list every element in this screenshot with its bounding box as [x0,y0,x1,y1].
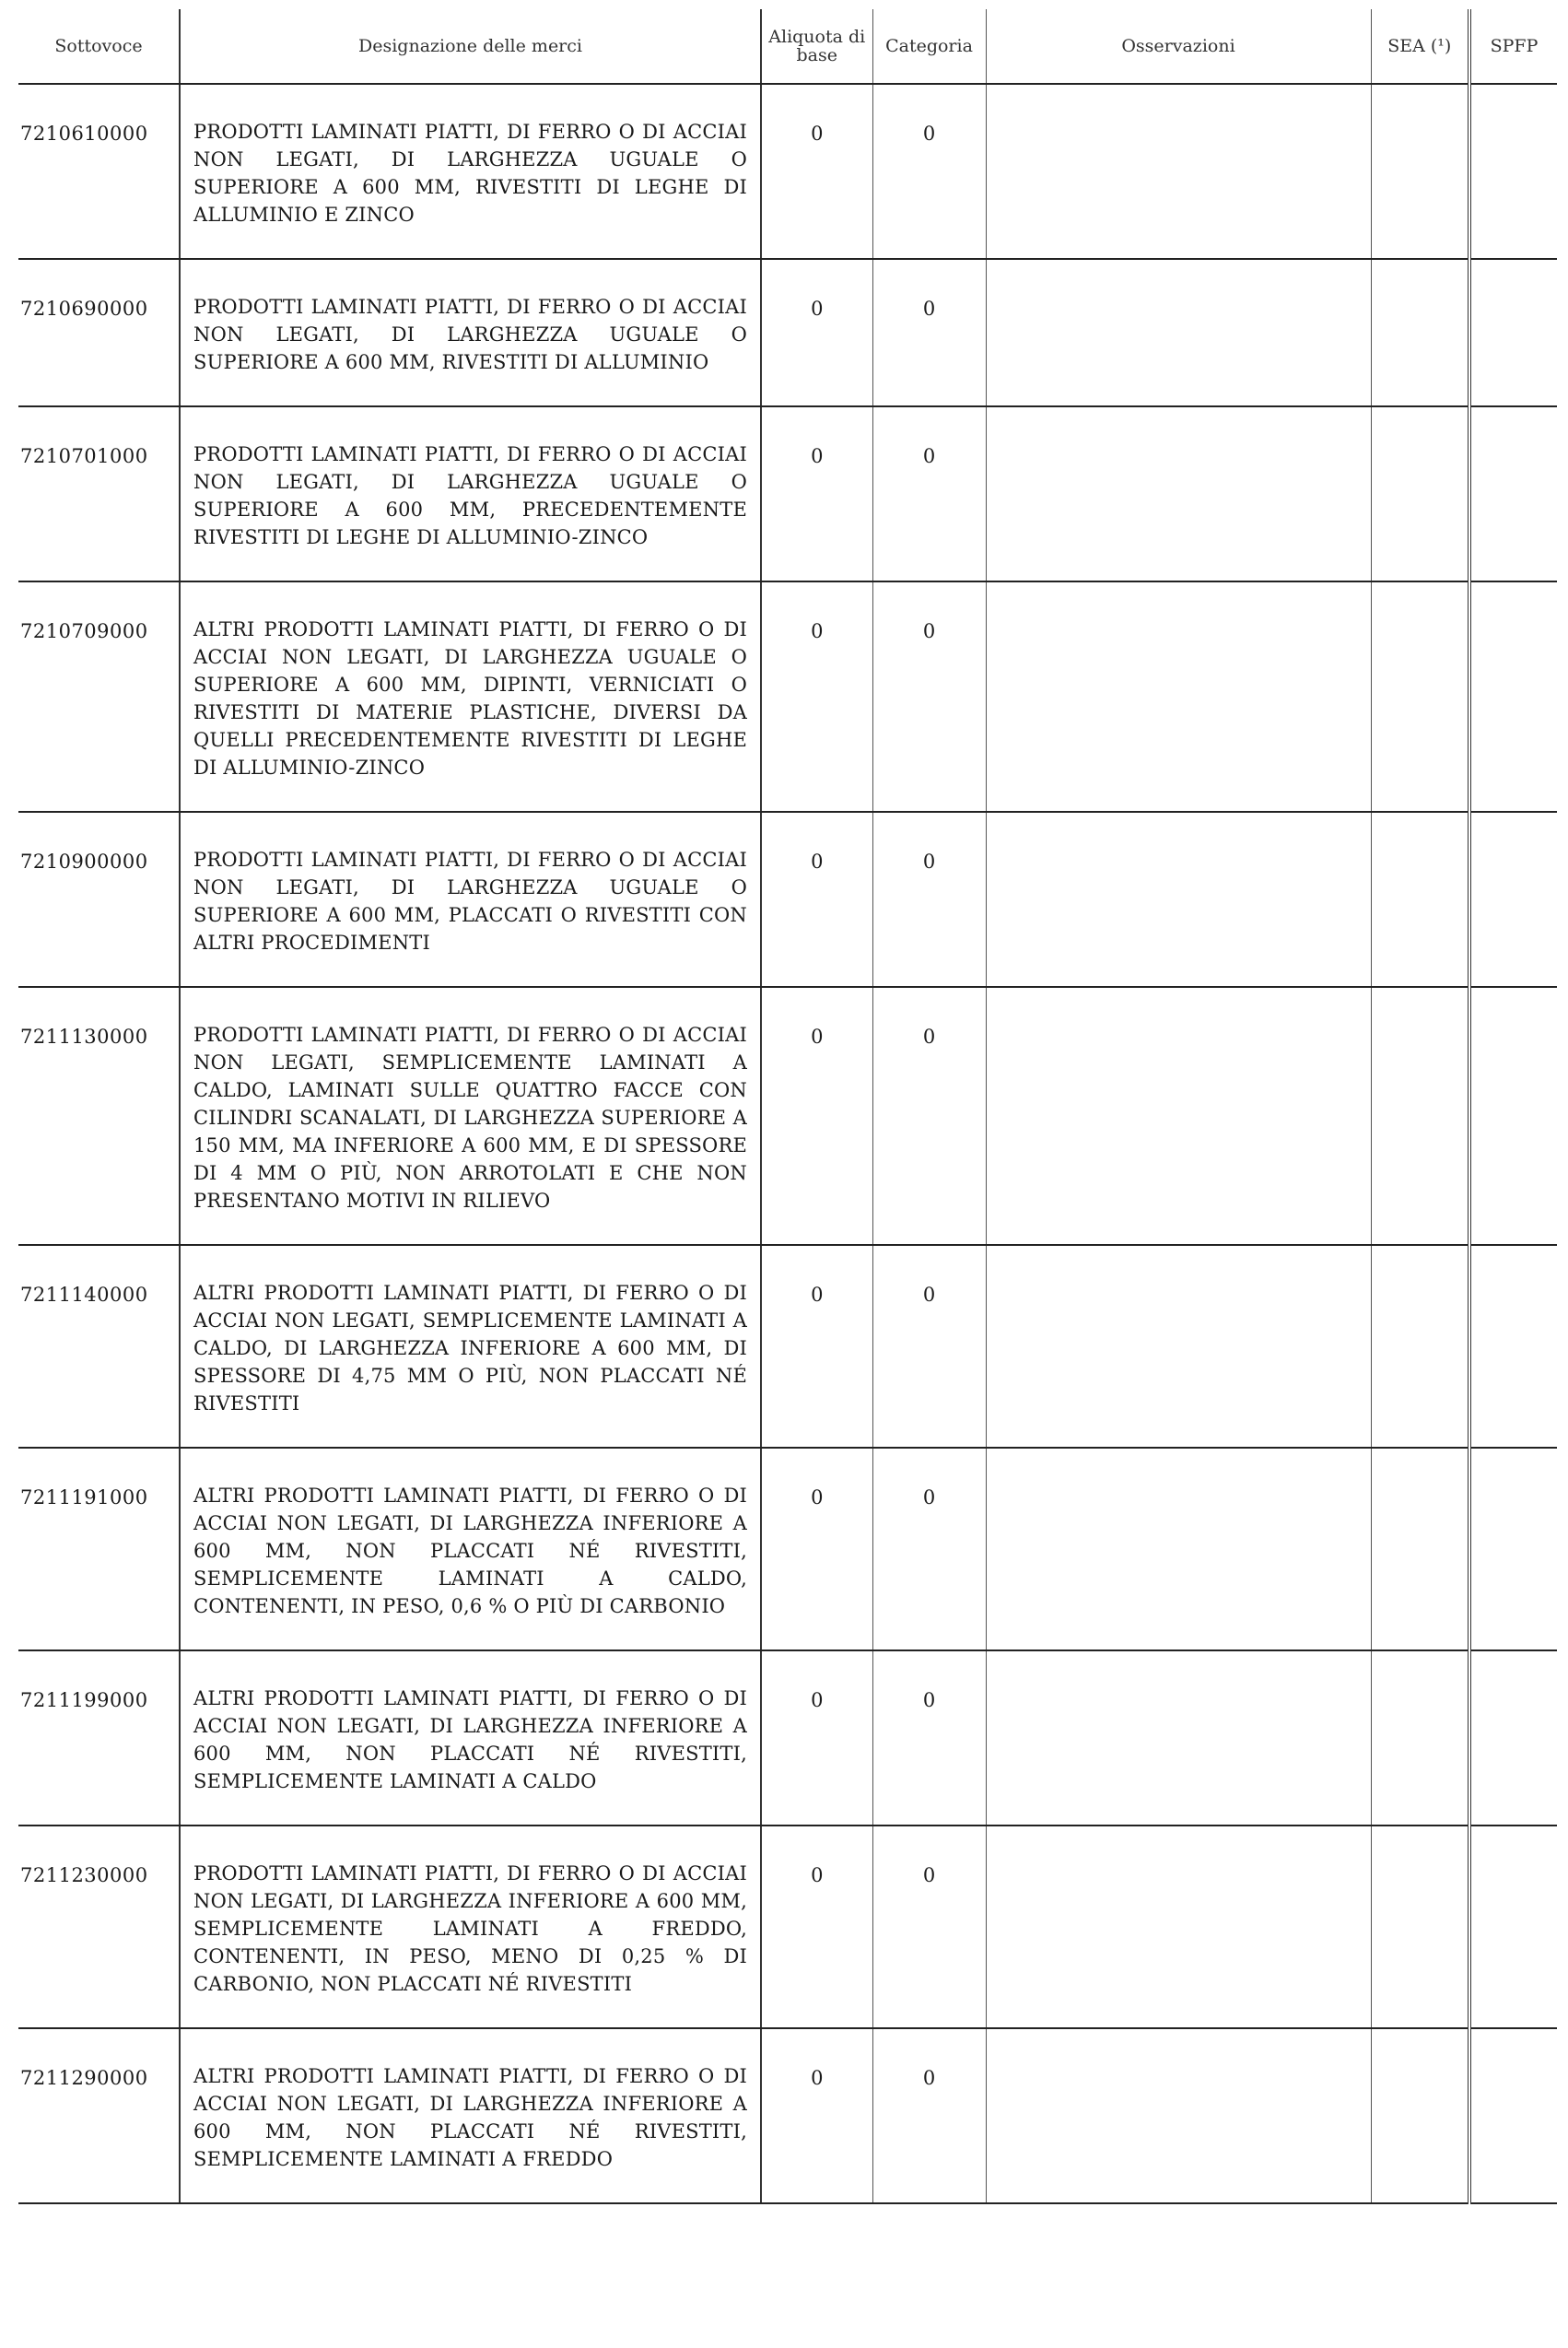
cell-code: 7210900000 [18,812,180,987]
cell-spfp [1469,1448,1557,1650]
cell-spfp [1469,812,1557,987]
cell-rate: 0 [761,2028,872,2203]
cell-remarks [986,1245,1371,1448]
cell-category: 0 [872,987,986,1245]
table-header [18,9,1557,84]
cell-remarks [986,581,1371,812]
cell-code: 7210709000 [18,581,180,812]
cell-description: PRODOTTI LAMINATI PIATTI, DI FERRO O DI ACCIAI NON LEGATI, SEMPLICEMENTE LAMINATI A CALDO, LAMINATI SULLE QUATTRO FACCE CON CILINDRI SCANALATI, DI LARGHEZZA SUPERIORE A 150 MM, MA INFERIORE A 600 MM, E DI SPESSORE DI 4 MM O PIÙ, NON ARROTOLATI E CHE NON PRESENTANO MOTIVI IN RILIEVO [180,987,761,1245]
table-body [18,84,1557,2203]
cell-spfp [1469,406,1557,581]
cell-description: ALTRI PRODOTTI LAMINATI PIATTI, DI FERRO O DI ACCIAI NON LEGATI, SEMPLICEMENTE LAMINATI A CALDO, DI LARGHEZZA INFERIORE A 600 MM, DI SPESSORE DI 4,75 MM O PIÙ, NON PLACCATI NÉ RIVESTITI [180,1245,761,1448]
cell-category: 0 [872,812,986,987]
cell-description: ALTRI PRODOTTI LAMINATI PIATTI, DI FERRO O DI ACCIAI NON LEGATI, DI LARGHEZZA UGUALE O SUPERIORE A 600 MM, DIPINTI, VERNICIATI O RIVESTITI DI MATERIE PLASTICHE, DIVERSI DA QUELLI PRECEDENTEMENTE RIVESTITI DI LEGHE DI ALLUMINIO-ZINCO [180,581,761,812]
cell-code: 7211199000 [18,1650,180,1826]
table-row [18,581,1557,812]
cell-category: 0 [872,581,986,812]
cell-spfp [1469,581,1557,812]
cell-rate: 0 [761,406,872,581]
cell-rate: 0 [761,581,872,812]
cell-code: 7211140000 [18,1245,180,1448]
cell-sea [1371,581,1469,812]
cell-description: PRODOTTI LAMINATI PIATTI, DI FERRO O DI ACCIAI NON LEGATI, DI LARGHEZZA UGUALE O SUPERIORE A 600 MM, PLACCATI O RIVESTITI CON ALTRI PROCEDIMENTI [180,812,761,987]
cell-remarks [986,812,1371,987]
cell-code: 7210690000 [18,259,180,406]
cell-rate: 0 [761,259,872,406]
cell-sea [1371,987,1469,1245]
cell-description: PRODOTTI LAMINATI PIATTI, DI FERRO O DI ACCIAI NON LEGATI, DI LARGHEZZA UGUALE O SUPERIORE A 600 MM, RIVESTITI DI ALLUMINIO [180,259,761,406]
cell-sea [1371,2028,1469,2203]
cell-description: ALTRI PRODOTTI LAMINATI PIATTI, DI FERRO O DI ACCIAI NON LEGATI, DI LARGHEZZA INFERIORE A 600 MM, NON PLACCATI NÉ RIVESTITI, SEMPLICEMENTE LAMINATI A FREDDO [180,2028,761,2203]
cell-description: PRODOTTI LAMINATI PIATTI, DI FERRO O DI ACCIAI NON LEGATI, DI LARGHEZZA INFERIORE A 600 MM, SEMPLICEMENTE LAMINATI A FREDDO, CONTENENTI, IN PESO, MENO DI 0,25 % DI CARBONIO, NON PLACCATI NÉ RIVESTITI [180,1826,761,2028]
cell-sea [1371,1650,1469,1826]
header-rate: Aliquota di base [761,9,872,84]
cell-description: ALTRI PRODOTTI LAMINATI PIATTI, DI FERRO O DI ACCIAI NON LEGATI, DI LARGHEZZA INFERIORE A 600 MM, NON PLACCATI NÉ RIVESTITI, SEMPLICEMENTE LAMINATI A CALDO, CONTENENTI, IN PESO, 0,6 % O PIÙ DI CARBONIO [180,1448,761,1650]
cell-category: 0 [872,1448,986,1650]
header-category: Categoria [872,9,986,84]
cell-remarks [986,2028,1371,2203]
cell-sea [1371,1448,1469,1650]
cell-spfp [1469,2028,1557,2203]
cell-category: 0 [872,84,986,259]
cell-rate: 0 [761,84,872,259]
cell-spfp [1469,84,1557,259]
cell-sea [1371,1245,1469,1448]
header-description: Designazione delle merci [180,9,761,84]
cell-spfp [1469,1245,1557,1448]
table-row [18,1448,1557,1650]
cell-rate: 0 [761,1650,872,1826]
table-row [18,406,1557,581]
table-row [18,812,1557,987]
cell-spfp [1469,1650,1557,1826]
cell-spfp [1469,259,1557,406]
cell-category: 0 [872,1826,986,2028]
tariff-table [18,9,1557,2204]
header-sea: SEA (¹) [1371,9,1469,84]
header-code: Sottovoce [18,9,180,84]
cell-category: 0 [872,406,986,581]
cell-remarks [986,1448,1371,1650]
cell-remarks [986,1650,1371,1826]
cell-sea [1371,84,1469,259]
cell-remarks [986,406,1371,581]
table-row [18,1650,1557,1826]
cell-code: 7211191000 [18,1448,180,1650]
cell-category: 0 [872,2028,986,2203]
cell-description: PRODOTTI LAMINATI PIATTI, DI FERRO O DI ACCIAI NON LEGATI, DI LARGHEZZA UGUALE O SUPERIORE A 600 MM, PRECEDENTEMENTE RIVESTITI DI LEGHE DI ALLUMINIO-ZINCO [180,406,761,581]
cell-description: PRODOTTI LAMINATI PIATTI, DI FERRO O DI ACCIAI NON LEGATI, DI LARGHEZZA UGUALE O SUPERIORE A 600 MM, RIVESTITI DI LEGHE DI ALLUMINIO E ZINCO [180,84,761,259]
cell-remarks [986,259,1371,406]
cell-code: 7210610000 [18,84,180,259]
cell-rate: 0 [761,812,872,987]
cell-remarks [986,987,1371,1245]
cell-sea [1371,406,1469,581]
cell-rate: 0 [761,1826,872,2028]
cell-code: 7211230000 [18,1826,180,2028]
cell-spfp [1469,987,1557,1245]
cell-remarks [986,1826,1371,2028]
header-spfp: SPFP [1469,9,1557,84]
cell-rate: 0 [761,1245,872,1448]
cell-remarks [986,84,1371,259]
cell-description: ALTRI PRODOTTI LAMINATI PIATTI, DI FERRO O DI ACCIAI NON LEGATI, DI LARGHEZZA INFERIORE A 600 MM, NON PLACCATI NÉ RIVESTITI, SEMPLICEMENTE LAMINATI A CALDO [180,1650,761,1826]
table-row [18,987,1557,1245]
cell-code: 7210701000 [18,406,180,581]
table-row [18,259,1557,406]
table-row [18,84,1557,259]
cell-rate: 0 [761,987,872,1245]
table-row [18,1826,1557,2028]
cell-category: 0 [872,1245,986,1448]
cell-spfp [1469,1826,1557,2028]
cell-sea [1371,1826,1469,2028]
cell-category: 0 [872,1650,986,1826]
header-remarks: Osservazioni [986,9,1371,84]
cell-code: 7211130000 [18,987,180,1245]
table-row [18,1245,1557,1448]
cell-code: 7211290000 [18,2028,180,2203]
cell-sea [1371,259,1469,406]
table-row [18,2028,1557,2203]
cell-rate: 0 [761,1448,872,1650]
cell-category: 0 [872,259,986,406]
cell-sea [1371,812,1469,987]
